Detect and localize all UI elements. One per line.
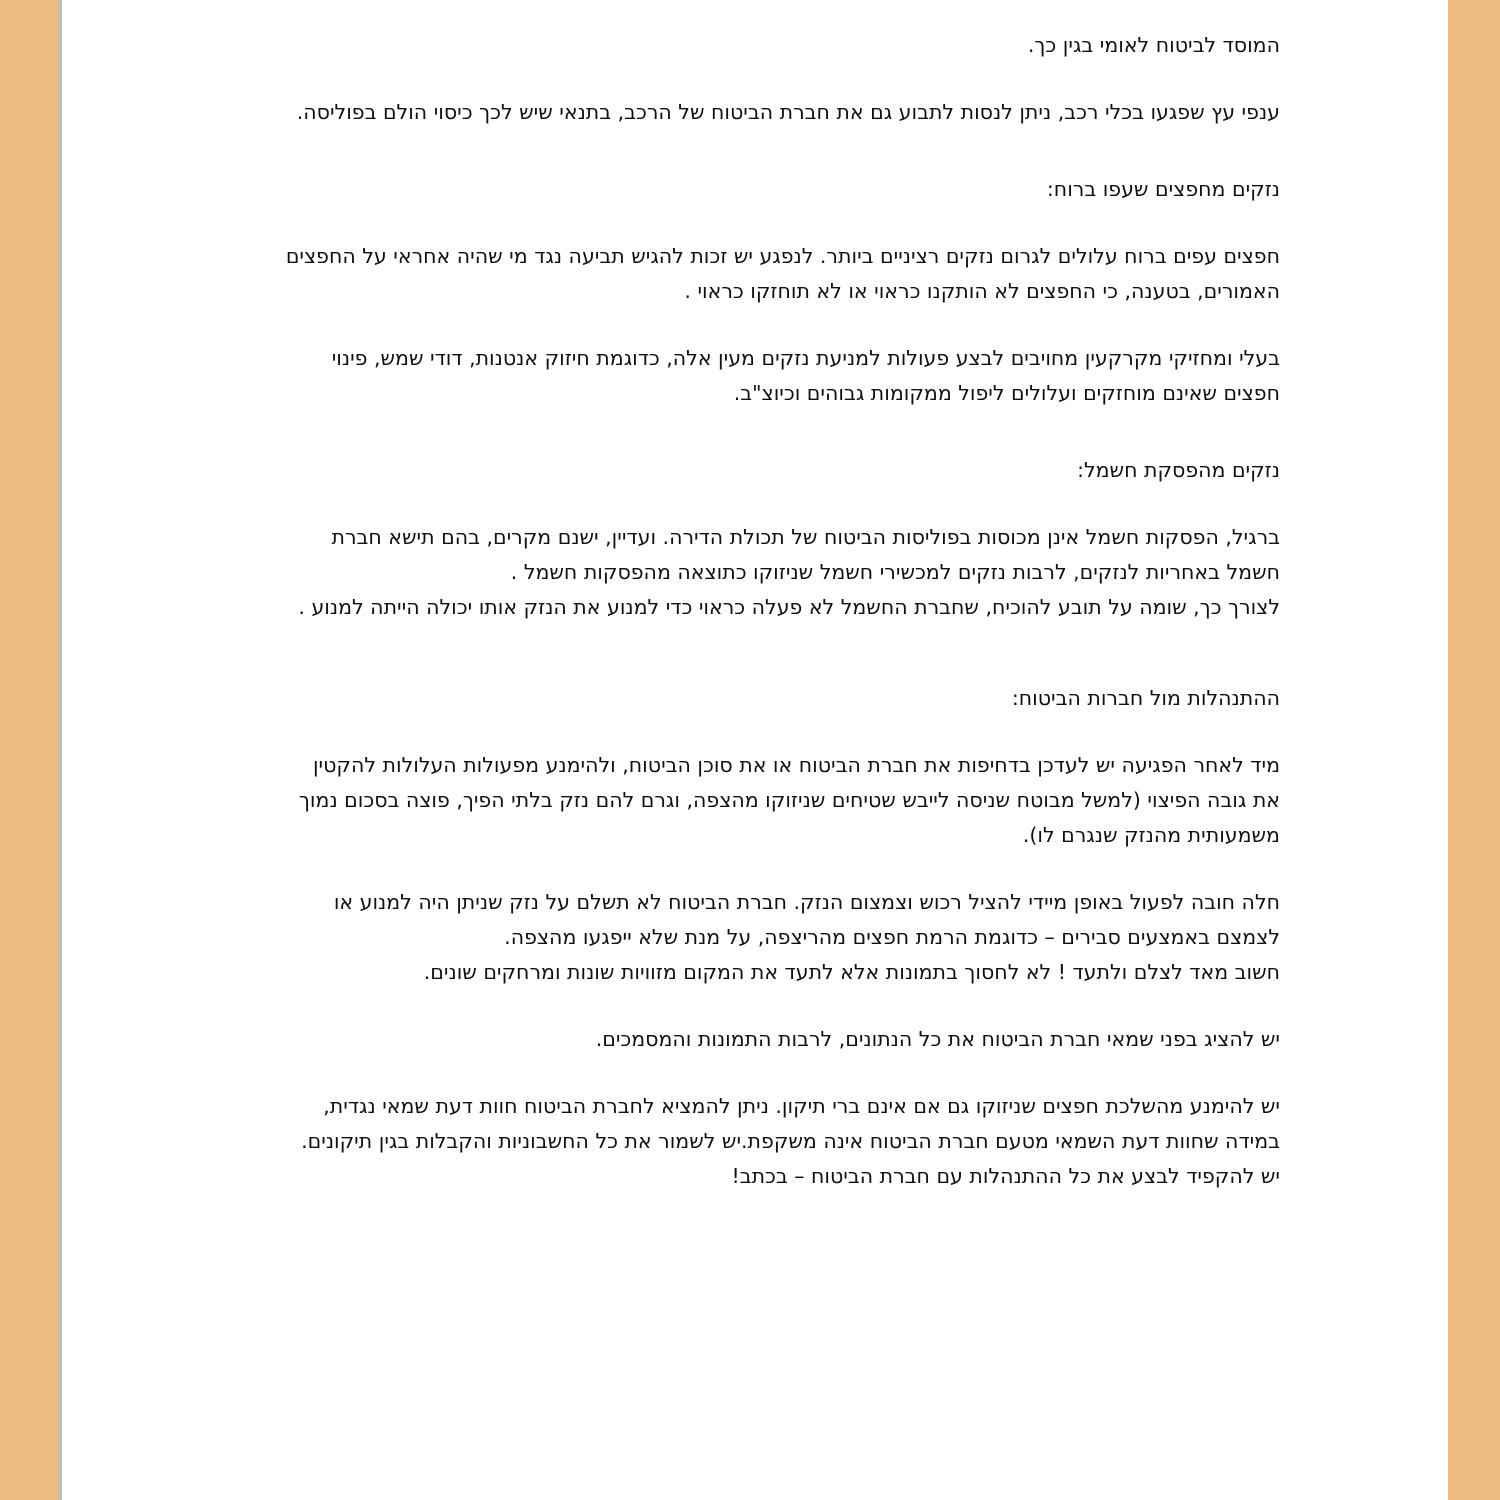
paragraph-mitigate-damage: חלה חובה לפעול באופן מיידי להציל רכוש וצמצום הנזק. חברת הביטוח לא תשלם על נזק שניתן היה למנוע או לצמצם באמצעים סבירים – כדוגמת הרמת חפצים מהריצפה, על מנת שלא ייפגעו מהצפה. [333,890,1280,949]
paragraph-outage-coverage: ברגיל, הפסקות חשמל אינן מכוסות בפוליסות הביטוח של תכולת הדירה. ועדיין, ישנם מקרים, בהם תישא חברת חשמל באחריות לנזקים, לרבות נזקים למכשירי חשמל שניזוקו כתוצאה מהפסקות חשמל . [331,525,1280,584]
paragraph-tree-branches: ענפי עץ שפגעו בכלי רכב, ניתן לנסות לתבוע גם את חברת הביטוח של הרכב, בתנאי שיש לכך כיסוי הולם בפוליסה. [296,100,1280,124]
paragraph-flying-objects: חפצים עפים ברוח עלולים לגרום נזקים רציניים ביותר. לנפגע יש זכות להגיש תביעה נגד מי שהיה אחראי על החפצים האמורים, בטענה, כי החפצים לא הותקנו כראוי או לא תוחזקו כראוי . [285,244,1280,303]
document-page [59,0,1448,1500]
paragraph-present-data: יש להציג בפני שמאי חברת הביטוח את כל הנתונים, לרבות התמונות והמסמכים. [595,1027,1280,1051]
paragraph-burden-of-proof: לצורך כך, שומה על תובע להוכיח, שחברת החשמל לא פעלה כראוי כדי למנוע את הנזק אותו יכולה הייתה למנוע . [298,595,1280,619]
heading-power-outage: נזקים מהפסקת חשמל: [1077,458,1280,482]
paragraph-notify-insurer: מיד לאחר הפגיעה יש לעדכן בדחיפות את חברת הביטוח או את סוכן הביטוח, ולהימנע מפעולות העלולות להקטין את גובה הפיצוי (למשל מבוטח שניסה לייבש שטיחים שניזוקו מהצפה, וגרם להם נזק בלתי הפיך, פוצה בסכום נמוך משמעותית מהנזק שנגרם לו). [298,753,1280,847]
paragraph-keep-items: יש להימנע מהשלכת חפצים שניזוקו גם אם אינם ברי תיקון. ניתן להמציא לחברת הביטוח חוות דעת שמאי נגדית, במידה שחוות דעת השמאי מטעם חברת הביטוח אינה משקפת.יש לשמור את כל החשבוניות והקבלות בגין תיקונים. יש להקפיד לבצע את כל ההתנהלות עם חברת הביטוח – בכתב! [301,1094,1280,1188]
document-body [280,28,1280,1194]
paragraph-national-insurance: המוסד לביטוח לאומי בגין כך. [1027,33,1280,57]
heading-wind-damage: נזקים מחפצים שעפו ברוח: [1046,177,1280,201]
heading-insurance-conduct: ההתנהלות מול חברות הביטוח: [1011,686,1280,710]
paragraph-document-photos: חשוב מאד לצלם ולתעד ! לא לחסוך בתמונות אלא לתעד את המקום מזוויות שונות ומרחקים שונים. [423,960,1280,984]
paragraph-property-owners: בעלי ומחזיקי מקרקעין מחויבים לבצע פעולות למניעת נזקים מעין אלה, כדוגמת חיזוק אנטנות, דודי שמש, פינוי חפצים שאינם מוחזקים ועלולים ליפול ממקומות גבוהים וכיוצ"ב. [331,346,1280,405]
